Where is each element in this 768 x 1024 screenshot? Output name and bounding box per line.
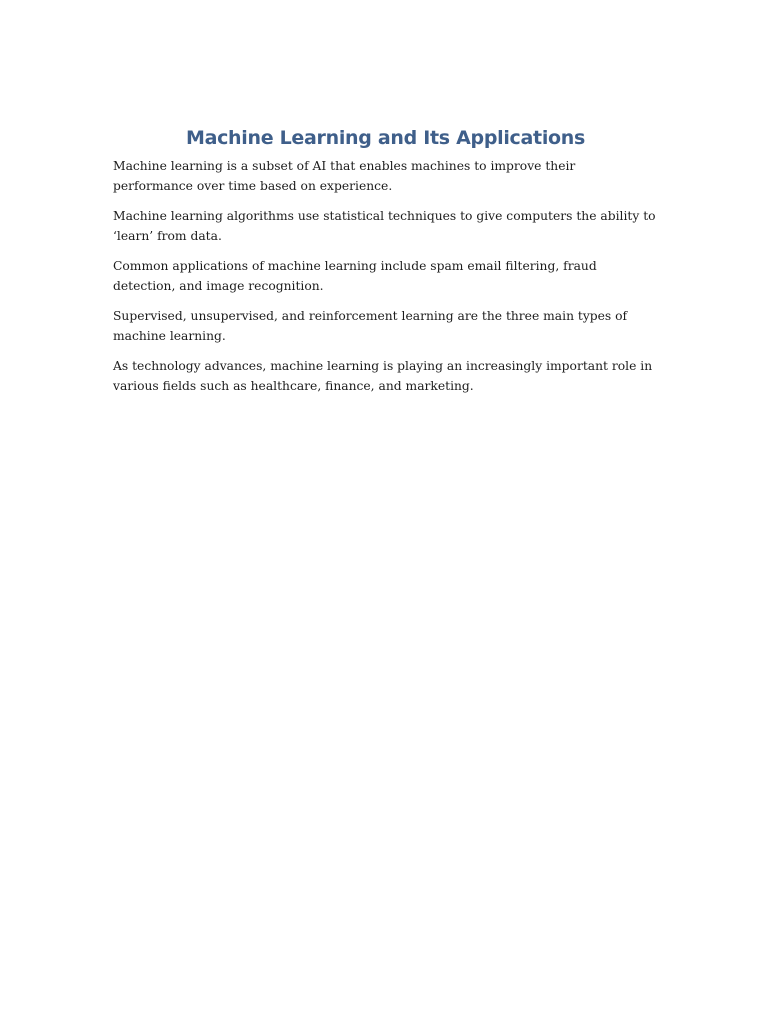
document-body [113,124,658,407]
paragraph-ml-types: Supervised, unsupervised, and reinforcement learning are the three main types of machine learning. [113,309,628,343]
paragraph-ml-definition: Machine learning is a subset of AI that enables machines to improve their performance over time based on experience. [113,159,576,193]
paragraph-ml-algorithms: Machine learning algorithms use statistical techniques to give computers the ability to ‘learn’ from data. [113,209,656,243]
paragraph-ml-applications: Common applications of machine learning include spam email filtering, fraud detection, and image recognition. [113,259,597,293]
paragraph-ml-future: As technology advances, machine learning is playing an increasingly important role in various fields such as healthcare, finance, and marketing. [113,359,653,393]
document-title: Machine Learning and Its Applications [185,127,586,149]
